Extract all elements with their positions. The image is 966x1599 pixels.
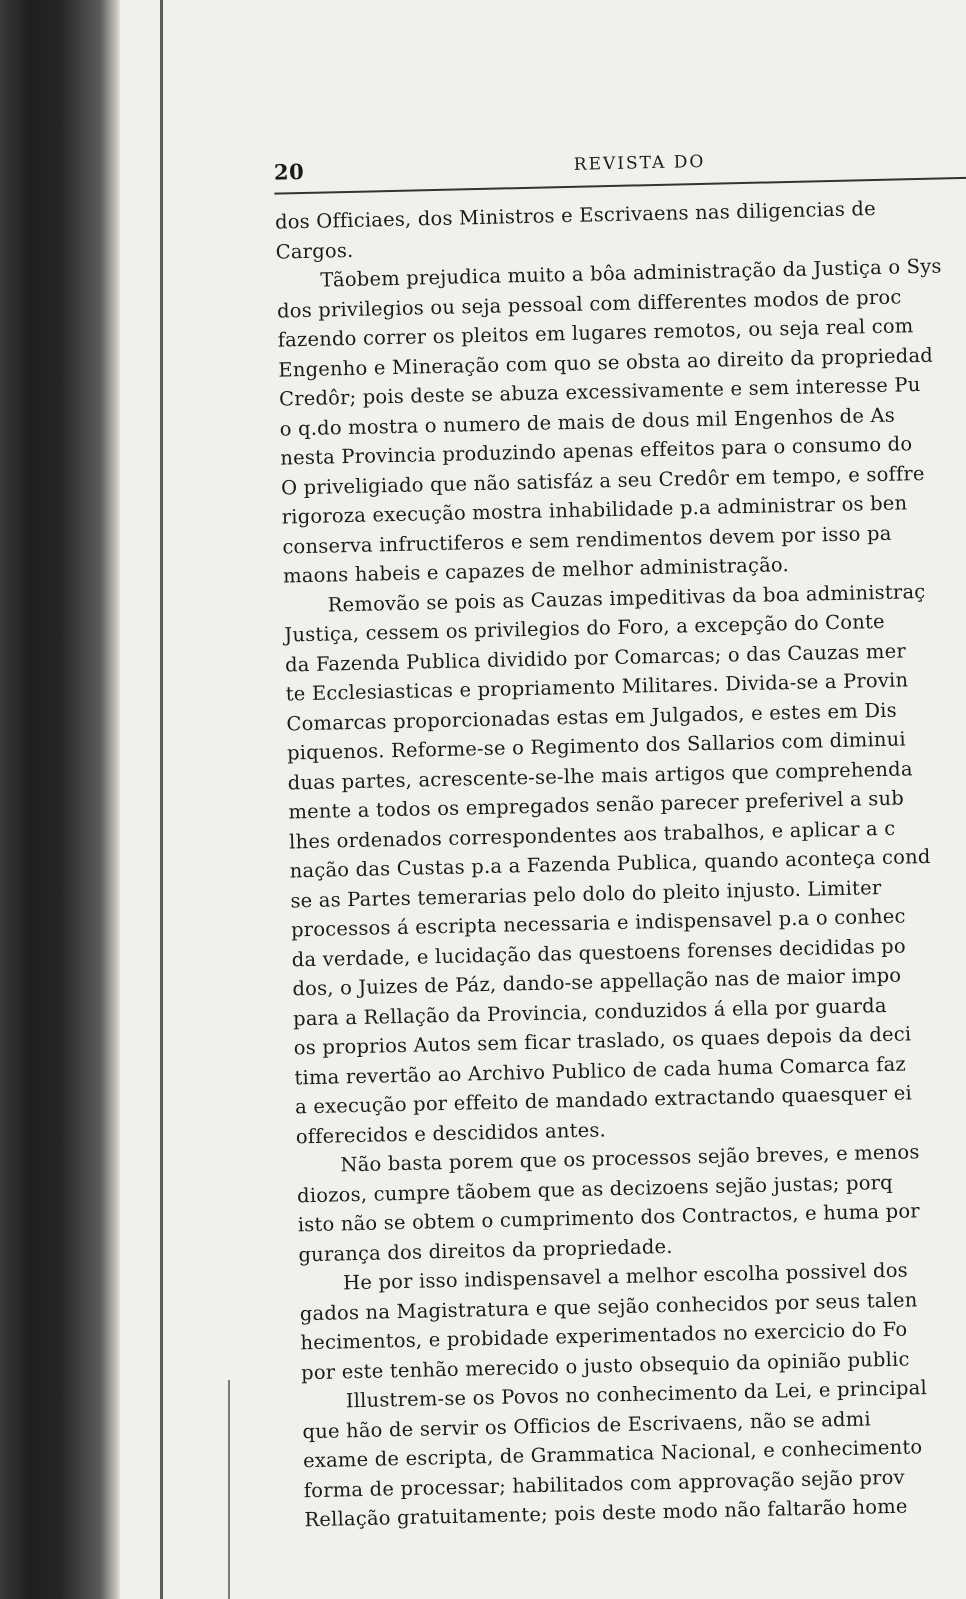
body-text — [275, 189, 966, 1535]
running-head: REVISTA DO — [573, 151, 706, 175]
text-line: exame de escripta, de Grammatica Nacional, e conhecimento — [302, 1435, 923, 1473]
paragraph — [276, 248, 966, 591]
book-page — [256, 0, 966, 1599]
text-line: que hão de servir os Officios de Escrivaens, não se admi — [302, 1406, 872, 1443]
text-line: isto não se obtem o cumprimento dos Contractos, e huma por — [297, 1199, 921, 1237]
text-line: gurança dos direitos da propriedade. — [298, 1234, 673, 1266]
text-line: o q.do mostra o numero de mais de dous mil Engenhos de As — [279, 403, 896, 441]
binding-crease-lower — [228, 1380, 230, 1599]
text-line: dos, o Juizes de Páz, dando-se appellação nas de maior impo — [292, 963, 902, 1001]
text-line: conserva infructiferos e sem rendimentos devem por isso pa — [282, 521, 892, 559]
page-number: 20 — [273, 158, 305, 185]
text-line: Removão se pois as Cauzas impeditivas da boa administraç — [327, 579, 926, 617]
text-line: fazendo correr os pleitos em lugares remotos, ou seja real com — [277, 314, 914, 352]
text-line: hecimentos, e probidade experimentados no exercicio do Fo — [300, 1317, 908, 1355]
text-line: mente a todos os empregados senão parecer preferivel a sub — [288, 786, 905, 824]
paragraph — [296, 1132, 966, 1269]
text-line: nesta Provincia produzindo apenas effeitos para o consumo do — [280, 432, 913, 470]
text-line: maons habeis e capazes de melhor administração. — [282, 553, 790, 588]
text-line: diozos, cumpre tãobem que as decizoens sejão justas; porq — [296, 1170, 894, 1207]
text-line: da verdade, e lucidação das questoens forenses decididas po — [291, 934, 907, 971]
text-line: He por isso indispensavel a melhor escolha possivel dos — [342, 1258, 909, 1295]
text-line: Tãobem prejudica muito a bôa administração da Justiça o Sys — [320, 254, 942, 292]
text-line: Rellação gratuitamente; pois deste modo não faltarão home — [304, 1494, 908, 1532]
text-line: forma de processar; habilitados com approvação sejão prov — [303, 1465, 906, 1502]
text-line: duas partes, acrescente-se-lhe mais artigos que comprehenda — [287, 756, 913, 794]
text-line: da Fazenda Publica dividido por Comarcas; o das Cauzas mer — [284, 638, 907, 677]
text-line: tima revertão ao Archivo Publico de cada huma Comarca faz — [294, 1052, 907, 1089]
text-line: lhes ordenados correspondentes aos trabalhos, e aplicar a c — [288, 816, 896, 853]
paragraph — [283, 572, 966, 1151]
text-line: O priveligiado que não satisfáz a seu Credôr em tempo, e soffre — [280, 461, 925, 500]
text-line: piquenos. Reforme-se o Regimento dos Sallarios com diminui — [286, 727, 907, 765]
text-line: por este tenhão merecido o justo obsequio da opinião public — [300, 1347, 910, 1384]
text-line: Comarcas proporcionadas estas em Julgados, e estes em Dis — [286, 698, 898, 735]
text-line: Não basta porem que os processos sejão breves, e menos — [340, 1140, 920, 1177]
text-line: te Ecclesiasticas e propriamento Militares. Divida-se a Provin — [285, 668, 909, 706]
text-line: dos Officiaes, dos Ministros e Escrivaens nas diligencias de — [274, 196, 877, 234]
text-line: Credôr; pois deste se abuza excessivamente e sem interesse Pu — [278, 373, 921, 411]
text-line: para a Rellação da Provincia, conduzidos á ella por guarda — [292, 993, 887, 1030]
binding-crease — [160, 0, 163, 1599]
text-line: Engenho e Mineração com quo se obsta ao direito da propriedad — [278, 343, 934, 382]
text-line: nação das Custas p.a a Fazenda Publica, quando aconteça cond — [289, 844, 931, 883]
text-line: se as Partes temerarias pelo dolo do pleito injusto. Limiter — [290, 875, 882, 912]
text-line: offerecidos e descididos antes. — [295, 1117, 607, 1148]
text-line: Illustrem-se os Povos no conhecimento da Lei, e principal — [345, 1376, 928, 1413]
text-line: a execução por effeito de mandado extractando quaesquer ei — [294, 1081, 913, 1119]
text-line: processos á escripta necessaria e indispensavel p.a o conhec — [290, 904, 906, 942]
text-line: dos privilegios ou seja pessoal com differentes modos de proc — [276, 284, 902, 323]
paragraph — [299, 1250, 966, 1387]
text-line: Justiça, cessem os privilegios do Foro, a excepção do Conte — [284, 609, 886, 647]
paragraph — [301, 1368, 966, 1535]
text-line: Cargos. — [275, 238, 354, 264]
book-binding-edge — [0, 0, 120, 1599]
text-line: gados na Magistratura e que sejão conhecidos por seus talen — [299, 1287, 918, 1325]
text-line: rigoroza execução mostra inhabilidade p.a administrar os ben — [281, 491, 908, 529]
text-line: os proprios Autos sem ficar traslado, os quaes depois da deci — [293, 1022, 912, 1060]
